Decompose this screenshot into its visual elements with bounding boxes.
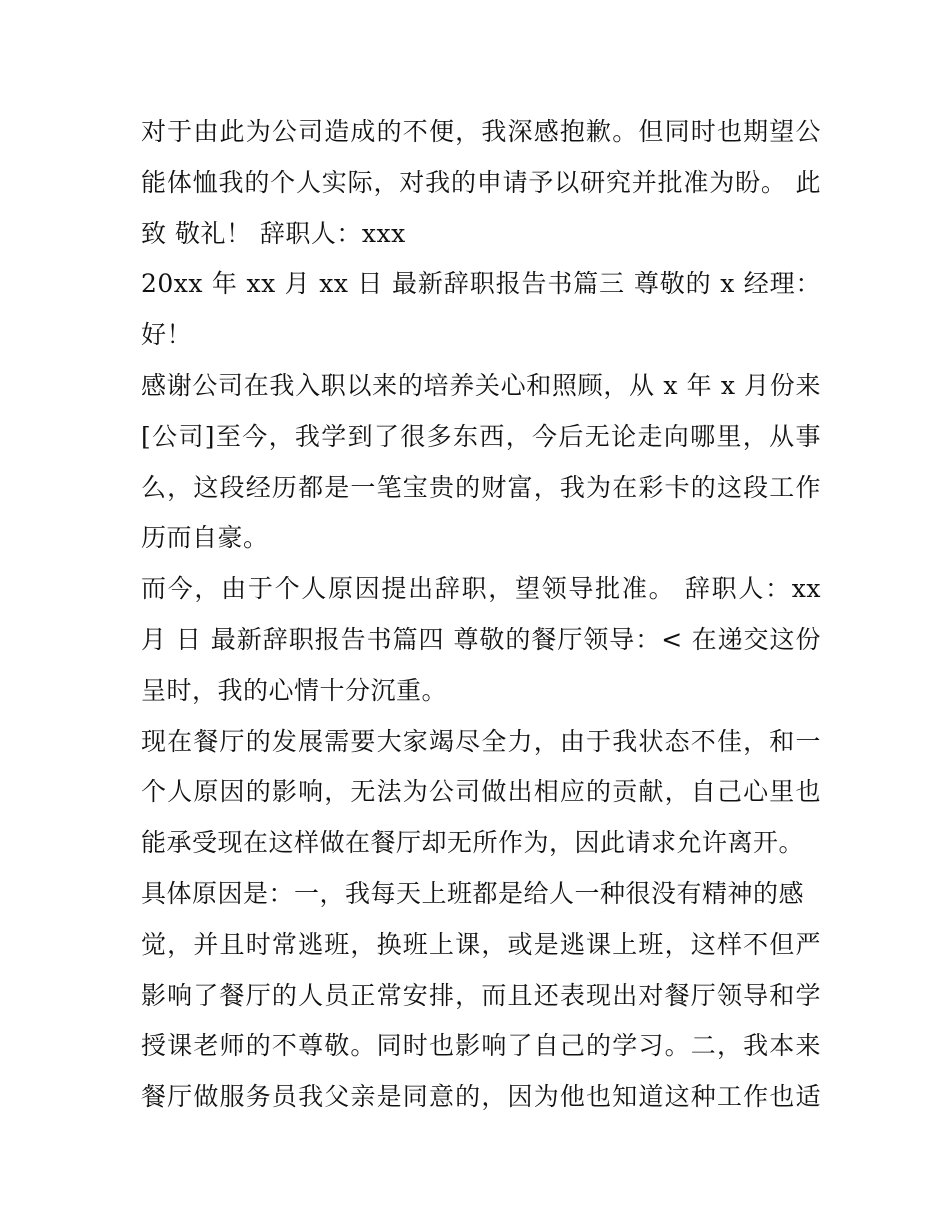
text-line-20: 餐厅做服务员我父亲是同意的，因为他也知道这种工作也适: [141, 1082, 821, 1112]
text-line-5: 好！: [141, 320, 193, 350]
text-line-9: 历而自豪。: [141, 523, 269, 553]
text-line-18: 影响了餐厅的人员正常安排，而且还表现出对餐厅领导和学: [141, 980, 821, 1010]
text-line-3: 致 敬礼！ 辞职人：xxx: [141, 218, 406, 248]
text-line-10: 而今，由于个人原因提出辞职，望领导批准。 辞职人：xx: [141, 574, 821, 604]
text-line-2: 能体恤我的个人实际，对我的申请予以研究并批准为盼。 此: [141, 167, 821, 197]
text-line-12: 呈时，我的心情十分沉重。: [141, 675, 448, 705]
text-line-16: 具体原因是：一，我每天上班都是给人一种很没有精神的感: [141, 878, 805, 908]
text-line-4: 20xx 年 xx 月 xx 日 最新辞职报告书篇三 尊敬的 x 经理：: [141, 269, 821, 299]
text-line-15: 能承受现在这样做在餐厅却无所作为，因此请求允许离开。: [141, 828, 805, 858]
text-line-8: 么，这段经历都是一笔宝贵的财富，我为在彩卡的这段工作: [141, 472, 821, 502]
text-line-7: [公司]至今，我学到了很多东西，今后无论走向哪里，从事: [141, 421, 821, 451]
body-text: [141, 107, 821, 1123]
text-line-14: 个人原因的影响，无法为公司做出相应的贡献，自己心里也: [141, 777, 821, 807]
text-line-17: 觉，并且时常逃班，换班上课，或是逃课上班，这样不但严: [141, 929, 821, 959]
text-line-19: 授课老师的不尊敬。同时也影响了自己的学习。二，我本来: [141, 1031, 821, 1061]
text-line-11: 月 日 最新辞职报告书篇四 尊敬的餐厅领导：< 在递交这份: [141, 624, 821, 654]
text-line-1: 对于由此为公司造成的不便，我深感抱歉。但同时也期望公: [141, 117, 821, 146]
text-line-6: 感谢公司在我入职以来的培养关心和照顾，从 x 年 x 月份来: [141, 370, 821, 400]
text-line-13: 现在餐厅的发展需要大家竭尽全力，由于我状态不佳，和一: [141, 726, 821, 756]
